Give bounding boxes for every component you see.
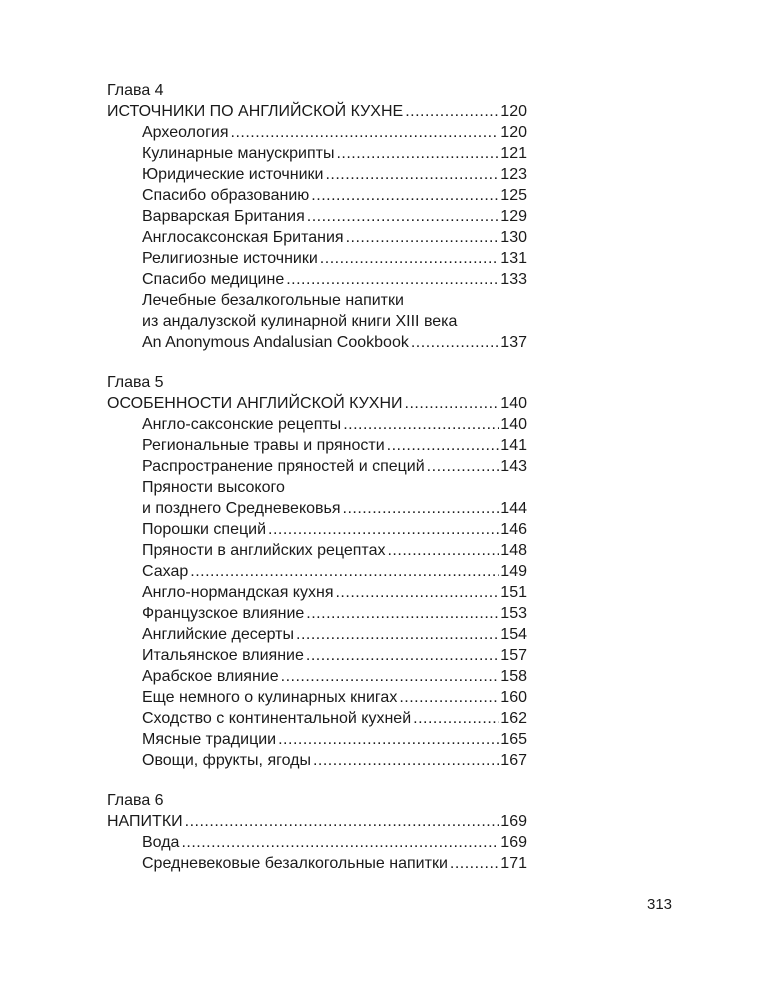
toc-entry-title: Спасибо медицине [142,271,285,288]
toc-entry[interactable] [107,206,527,227]
dot-leader [231,122,500,143]
toc-entry-page: 121 [500,145,527,162]
chapter-title-title: ИСТОЧНИКИ ПО АНГЛИЙСКОЙ КУХНЕ [107,103,404,120]
toc-entry[interactable] [107,227,527,248]
toc-entry[interactable] [107,456,527,477]
chapter-title-title: ОСОБЕННОСТИ АНГЛИЙСКОЙ КУХНИ [107,395,403,412]
page-number: 313 [647,896,673,913]
toc-entry-page: 140 [500,416,527,433]
toc-entry[interactable] [107,832,527,853]
dot-leader [411,332,499,353]
toc-entry[interactable] [107,164,527,185]
dot-leader [325,164,499,185]
toc-entry[interactable] [107,853,527,874]
dot-leader [296,624,499,645]
chapter-label: Глава 4 [107,82,164,99]
toc-entry-page: 151 [500,584,527,601]
toc-entry-title: Порошки специй [142,521,267,538]
chapter-title-page: 120 [500,103,527,120]
toc-entry[interactable] [107,708,527,729]
chapter-section [107,790,527,874]
toc-entry-continued-line: Пряности высокого [142,479,285,496]
toc-entry-page: 137 [500,334,527,351]
toc-entry-title: Религиозные источники [142,250,318,267]
toc-entry-page: 154 [500,626,527,643]
toc-entry[interactable] [107,269,527,290]
toc-entry-page: 129 [500,208,527,225]
toc-entry-title: Региональные травы и пряности [142,437,385,454]
toc-entry-title: Сахар [142,563,189,580]
toc-entry-title: Вода [142,834,180,851]
toc-entry-continued-line: Лечебные безалкогольные напитки [142,292,404,309]
toc-entry-page: 148 [500,542,527,559]
dot-leader [346,227,500,248]
toc-entry[interactable] [107,185,527,206]
dot-leader [268,519,499,540]
chapter-title[interactable] [107,101,527,122]
dot-leader [405,101,499,122]
toc-entry-page: 162 [500,710,527,727]
toc-entry[interactable] [107,666,527,687]
toc-entry-page: 157 [500,647,527,664]
dot-leader [450,853,499,874]
toc-entry-page: 131 [500,250,527,267]
toc-entry-title: Мясные традиции [142,731,277,748]
toc-entry-page: 144 [500,500,527,517]
toc-entry-title: Распространение пряностей и специй [142,458,425,475]
chapter-section [107,80,527,353]
toc-entry-title: и позднего Средневековья [142,500,341,517]
toc-entry-page: 171 [500,855,527,872]
toc-entry-title: Французское влияние [142,605,305,622]
toc-entry-page: 143 [500,458,527,475]
toc-entry-title: Археология [142,124,229,141]
toc-entry[interactable] [107,624,527,645]
dot-leader [343,498,500,519]
toc-entry[interactable] [107,519,527,540]
dot-leader [307,206,500,227]
toc-entry[interactable] [107,498,527,519]
toc-entry-continued-line: из андалузской кулинарной книги XIII века [142,313,458,330]
chapter-title-title: НАПИТКИ [107,813,183,830]
toc-entry[interactable] [107,248,527,269]
chapter-title[interactable] [107,811,527,832]
dot-leader [185,811,500,832]
chapter-title-page: 140 [500,395,527,412]
toc-entry[interactable] [107,603,527,624]
chapter-section [107,372,527,771]
dot-leader [387,435,500,456]
toc-entry[interactable] [107,582,527,603]
chapter-title-page: 169 [500,813,527,830]
dot-leader [387,540,499,561]
toc-entry-page: 141 [500,437,527,454]
dot-leader [181,832,499,853]
toc-entry-title: Овощи, фрукты, ягоды [142,752,311,769]
toc-entry[interactable] [107,750,527,771]
toc-entry-title: Арабское влияние [142,668,279,685]
toc-entry[interactable] [107,332,527,353]
toc-entry-page: 169 [500,834,527,851]
toc-entry-page: 133 [500,271,527,288]
toc-entry-page: 125 [500,187,527,204]
toc-entry-page: 130 [500,229,527,246]
toc-entry[interactable] [107,414,527,435]
dot-leader [311,185,499,206]
toc-entry-title: Сходство с континентальной кухней [142,710,412,727]
toc-entry[interactable] [107,540,527,561]
dot-leader [286,269,499,290]
toc-entry-page: 158 [500,668,527,685]
toc-entry-title: Итальянское влияние [142,647,304,664]
dot-leader [306,603,499,624]
toc-entry-title: Пряности в английских рецептах [142,542,386,559]
dot-leader [336,143,499,164]
toc-entry[interactable] [107,122,527,143]
chapter-label: Глава 5 [107,374,164,391]
toc-entry[interactable] [107,143,527,164]
chapter-title[interactable] [107,393,527,414]
toc-entry-title: Англо-саксонские рецепты [142,416,342,433]
dot-leader [343,414,499,435]
dot-leader [306,645,499,666]
toc-entry-title: Юридические источники [142,166,324,183]
table-of-contents [107,80,527,893]
dot-leader [190,561,499,582]
toc-entry[interactable] [107,687,527,708]
dot-leader [335,582,499,603]
toc-entry-page: 146 [500,521,527,538]
toc-entry-title: Английские десерты [142,626,294,643]
toc-entry[interactable] [107,435,527,456]
dot-leader [281,666,500,687]
toc-entry-title: Средневековые безалкогольные напитки [142,855,448,872]
dot-leader [278,729,499,750]
toc-entry-title: Спасибо образованию [142,187,310,204]
dot-leader [427,456,500,477]
toc-entry-title: An Anonymous Andalusian Cookbook [142,334,409,351]
chapter-label: Глава 6 [107,792,164,809]
toc-entry[interactable] [107,645,527,666]
toc-entry-page: 160 [500,689,527,706]
toc-entry-page: 167 [500,752,527,769]
toc-entry-title: Кулинарные манускрипты [142,145,335,162]
toc-entry[interactable] [107,729,527,750]
toc-entry-page: 165 [500,731,527,748]
toc-entry-title: Еще немного о кулинарных книгах [142,689,398,706]
dot-leader [399,687,499,708]
toc-entry[interactable] [107,561,527,582]
toc-entry-page: 123 [500,166,527,183]
dot-leader [405,393,500,414]
toc-entry-title: Англо-нормандская кухня [142,584,334,601]
dot-leader [313,750,499,771]
dot-leader [413,708,499,729]
toc-entry-page: 149 [500,563,527,580]
toc-entry-page: 153 [500,605,527,622]
toc-entry-title: Варварская Британия [142,208,305,225]
toc-entry-page: 120 [500,124,527,141]
dot-leader [320,248,500,269]
toc-entry-title: Англосаксонская Британия [142,229,344,246]
